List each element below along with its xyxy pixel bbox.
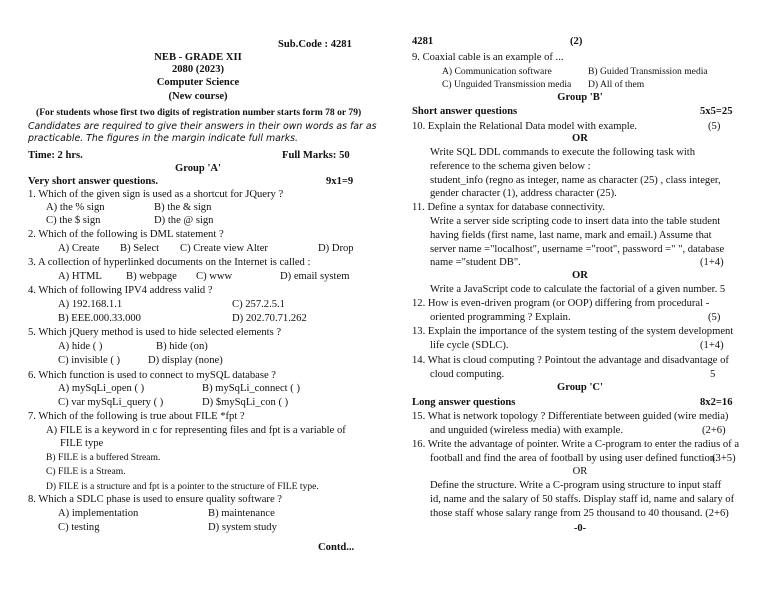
q8-option-c: C) testing	[58, 522, 100, 533]
q6-option-a: A) mySqLi_open ( )	[58, 383, 145, 394]
q4-option-d: D) 202.70.71.262	[232, 313, 307, 324]
q7-option-a-cont: FILE type	[60, 438, 104, 449]
q7-option-b: B) FILE is a buffered Stream.	[46, 452, 161, 463]
question-12: 12. How is even-driven program (or OOP) differing from procedural -	[412, 298, 710, 309]
q8-option-d: D) system study	[208, 522, 277, 533]
q11-line-2: having fields (first name, last name, mark and email.) Assume that	[430, 230, 712, 241]
group-b-heading: Group 'B'	[557, 92, 603, 103]
q8-option-b: B) maintenance	[208, 508, 275, 519]
or-divider-1: OR	[572, 133, 588, 144]
q5-option-b: B) hide (on)	[156, 341, 208, 352]
q2-option-c: C) Create view Alter	[180, 243, 268, 254]
q5-option-c: C) invisible ( )	[58, 355, 121, 366]
q6-option-c: C) var mySqLi_query ( )	[58, 397, 164, 408]
very-short-heading: Very short answer questions.	[28, 176, 159, 187]
q4-option-c: C) 257.2.5.1	[232, 299, 285, 310]
instructions-line-2: practicable. The figures in the margin indicate full marks.	[28, 133, 299, 144]
subject-title: Computer Science	[156, 77, 240, 88]
question-9: 9. Coaxial cable is an example of ...	[412, 52, 564, 63]
or-divider-3: OR	[572, 466, 588, 477]
continued-label: Contd...	[318, 542, 355, 553]
question-1: 1. Which of the given sign is used as a shortcut for JQuery ?	[28, 189, 284, 200]
q4-option-b: B) EEE.000.33.000	[58, 313, 141, 324]
page-number: (2)	[570, 36, 583, 47]
q9-option-a: A) Communication software	[442, 66, 552, 77]
q3-option-c: C) www	[196, 271, 233, 282]
registration-note: (For students whose first two digits of registration number starts form 78 or 79)	[36, 107, 362, 118]
instructions-line-1: Candidates are required to give their answers in their own words as far as	[28, 121, 377, 132]
q1-option-a: A) the % sign	[46, 202, 105, 213]
q6-option-d: D) $mySqLi_con ( )	[202, 397, 289, 408]
long-answer-heading: Long answer questions	[412, 397, 516, 408]
q9-option-d: D) All of them	[588, 79, 645, 90]
q7-option-a: A) FILE is a keyword in c for representing files and fpt is a variable of	[46, 425, 346, 436]
q14-marks: 5	[710, 369, 716, 380]
q9-option-c: C) Unguided Transmission media	[442, 79, 572, 90]
question-13: 13. Explain the importance of the system testing of the system development	[412, 326, 734, 337]
q13-cont: life cycle (SDLC).	[430, 340, 509, 351]
q10-alt-line-2: reference to the schema given below :	[430, 161, 591, 172]
q1-option-d: D) the @ sign	[154, 215, 214, 226]
long-answer-marks: 8x2=16	[700, 397, 733, 408]
or-divider-2: OR	[572, 270, 588, 281]
q8-option-a: A) implementation	[58, 508, 139, 519]
end-marker: -0-	[573, 523, 587, 534]
q3-option-b: B) webpage	[126, 271, 177, 282]
course-note: (New course)	[168, 91, 228, 102]
question-15: 15. What is network topology ? Differentiate between guided (wire media)	[412, 411, 729, 422]
question-4: 4. Which of following IPV4 address valid ?	[28, 285, 213, 296]
q16-alt-line-3: those staff whose salary range from 25 thousand to 40 thousand. (2+6)	[430, 508, 729, 519]
q11-line-1: Write a server side scripting code to insert data into the table student	[430, 216, 721, 227]
q2-option-d: D) Drop	[318, 243, 354, 254]
q13-marks: (1+4)	[700, 340, 724, 351]
q5-option-a: A) hide ( )	[58, 341, 103, 352]
q12-marks: (5)	[708, 312, 721, 323]
q2-option-b: B) Select	[120, 243, 160, 254]
question-16: 16. Write the advantage of pointer. Write a C-program to enter the radius of a	[412, 439, 740, 450]
question-7: 7. Which of the following is true about FILE *fpt ?	[28, 411, 245, 422]
q10-alt-line-3: student_info (regno as integer, name as character (25) , class integer,	[430, 175, 721, 186]
q9-option-b: B) Guided Transmission media	[588, 66, 708, 77]
q16-cont: football and find the area of football by using user defined function.	[430, 453, 718, 464]
question-8: 8. Which a SDLC phase is used to ensure quality software ?	[28, 494, 282, 505]
q3-option-a: A) HTML	[58, 271, 102, 282]
q16-alt-line-2: id, name and the salary of 50 staffs. Display staff id, name and salary of	[430, 494, 735, 505]
q7-option-c: C) FILE is a Stream.	[46, 466, 126, 477]
q10-alt-line-4: gender character (1), address character (25).	[430, 188, 617, 199]
group-c-heading: Group 'C'	[556, 382, 604, 393]
q1-option-c: C) the $ sign	[46, 215, 101, 226]
group-a-heading: Group 'A'	[174, 163, 222, 174]
q11-marks: (1+4)	[700, 257, 724, 268]
q7-option-d: D) FILE is a structure and fpt is a pointer to the structure of FILE type.	[46, 481, 319, 492]
question-5: 5. Which jQuery method is used to hide selected elements ?	[28, 327, 282, 338]
q10-alt-line-1: Write SQL DDL commands to execute the following task with	[430, 147, 696, 158]
q15-marks: (2+6)	[702, 425, 726, 436]
question-3: 3. A collection of hyperlinked documents on the Internet is called :	[28, 257, 311, 268]
q11-line-4: name ="student DB".	[430, 257, 521, 268]
q11-line-3: server name ="localhost", username ="root", password =" ", database	[430, 244, 725, 255]
q3-option-d: D) email system	[280, 271, 350, 282]
q15-cont: and unguided (wireless media) with example.	[430, 425, 623, 436]
q2-option-a: A) Create	[58, 243, 100, 254]
exam-board-title: NEB - GRADE XII	[154, 52, 242, 63]
question-11: 11. Define a syntax for database connectivity.	[412, 202, 606, 213]
question-14: 14. What is cloud computing ? Pointout the advantage and disadvantage of	[412, 355, 729, 366]
question-10: 10. Explain the Relational Data model with example.	[412, 121, 638, 132]
exam-year: 2080 (2023)	[171, 64, 225, 75]
time-label: Time: 2 hrs.	[28, 150, 83, 161]
very-short-marks: 9x1=9	[326, 176, 354, 187]
short-answer-heading: Short answer questions	[412, 106, 518, 117]
short-answer-marks: 5x5=25	[700, 106, 733, 117]
q4-option-a: A) 192.168.1.1	[58, 299, 123, 310]
q16-alt-line-1: Define the structure. Write a C-program using structure to input staff	[430, 480, 722, 491]
q16-marks: (3+5)	[712, 453, 736, 464]
full-marks-label: Full Marks: 50	[282, 150, 350, 161]
page-code: 4281	[412, 36, 434, 47]
subject-code: Sub.Code : 4281	[278, 39, 352, 50]
q12-cont: oriented programming ? Explain.	[430, 312, 571, 323]
q10-marks: (5)	[708, 121, 721, 132]
question-6: 6. Which function is used to connect to mySQL database ?	[28, 370, 277, 381]
q6-option-b: B) mySqLi_connect ( )	[202, 383, 300, 394]
q5-option-d: D) display (none)	[148, 355, 223, 366]
q14-cont: cloud computing.	[430, 369, 505, 380]
q1-option-b: B) the & sign	[154, 202, 212, 213]
question-2: 2. Which of the following is DML statement ?	[28, 229, 224, 240]
q11-alt: Write a JavaScript code to calculate the factorial of a given number. 5	[430, 284, 726, 295]
